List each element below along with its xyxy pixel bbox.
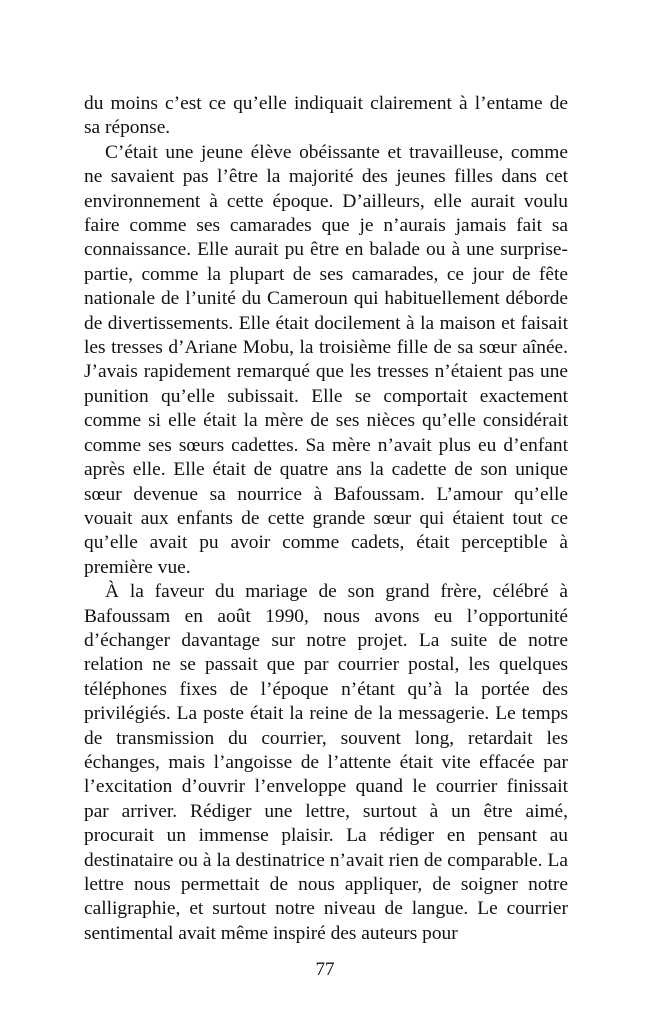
page-text-block	[84, 92, 568, 946]
paragraph-student-description: C’était une jeune élève obéissante et travailleuse, comme ne savaient pas l’être la majorité des jeunes filles dans cet environnement à cette époque. D’ailleurs, elle aurait voulu faire comme ses camarades que je n’aurais jamais fait sa connaissance. Elle aurait pu être en balade ou à une surprise-partie, comme la plupart de ses camarades, ce jour de fête nationale de l’unité du Cameroun qui habituellement déborde de divertissements. Elle était docilement à la maison et faisait les tresses d’Ariane Mobu, la troisième fille de sa sœur aînée. J’avais rapidement remarqué que les tresses n’étaient pas une punition qu’elle subissait. Elle se comportait exactement comme si elle était la mère de ses nièces qu’elle considérait comme ses sœurs cadettes. Sa mère n’avait plus eu d’enfant après elle. Elle était de quatre ans la cadette de son unique sœur devenue sa nourrice à Bafoussam. L’amour qu’elle vouait aux enfants de cette grande sœur qui étaient tout ce qu’elle avait pu avoir comme cadets, était perceptible à première vue.	[84, 141, 568, 578]
page-number: 77	[315, 959, 335, 980]
paragraph-postal-correspondence: À la faveur du mariage de son grand frère, célébré à Bafoussam en août 1990, nous avons eu l’opportunité d’échanger davantage sur notre projet. La suite de notre relation ne se passait que par courrier postal, les quelques téléphones fixes de l’époque n’étant qu’à la portée des privilégiés. La poste était la reine de la messagerie. Le temps de transmission du courrier, souvent long, retardait les échanges, mais l’angoisse de l’attente était vite effacée par l’excitation d’ouvrir l’enveloppe quand le courrier finissait par arriver. Rédiger une lettre, surtout à un être aimé, procurait un immense plaisir. La rédiger en pensant au destinataire ou à la destinatrice n’avait rien de comparable. La lettre nous permettait de nous appliquer, de soigner notre calligraphie, et surtout notre niveau de langue. Le courrier sentimental avait même inspiré des auteurs pour	[84, 581, 568, 944]
paragraph-continuation: du moins c’est ce qu’elle indiquait clairement à l’entame de sa réponse.	[84, 93, 568, 139]
